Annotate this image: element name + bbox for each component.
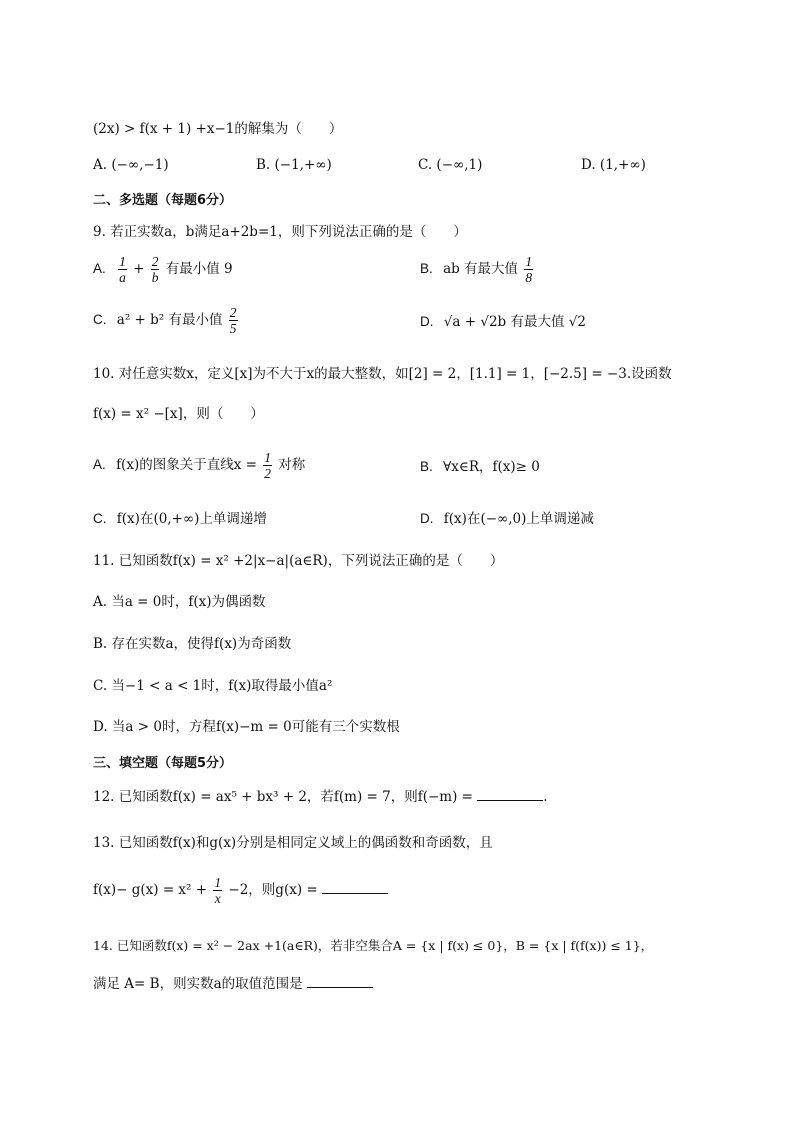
option-label: D. (420, 511, 434, 526)
fraction: $\frac{1}{a}$ (119, 254, 126, 285)
q9-option-b (420, 254, 535, 285)
option-text: ab 有最大值 (443, 261, 519, 277)
option-text: √a + √2b 有最大值 √2 (443, 314, 586, 330)
question-text: 满足 A= B，则实数a的取值范围是 (93, 976, 303, 992)
section-heading-multiple-choice: 二、多选题（每题6分） (93, 193, 233, 208)
q9-option-d (420, 312, 586, 332)
q8-stem-tail: (2x) > f(x + 1) +x−1的解集为（ ） (93, 121, 343, 137)
q11-option-b: B. 存在实数a，使得f(x)为奇函数 (93, 636, 292, 652)
option-label: B. (420, 459, 433, 474)
q10-stem-line2: f(x) = x² −[x]，则（ ） (93, 406, 264, 422)
option-label: B. (420, 261, 433, 276)
fraction: $\frac{1}{2}$ (264, 450, 271, 481)
q10-option-d (420, 509, 594, 529)
equation-text: f(x)− g(x) = x² + (93, 882, 208, 898)
option-label: A. (93, 261, 106, 276)
option-label: A. (93, 457, 106, 472)
option-text: a² + b² 有最小值 (116, 312, 223, 328)
q9-option-a (93, 254, 233, 285)
question-text: 12. 已知函数f(x) = ax⁵ + bx³ + 2，若f(m) = 7，则f(−m) = (93, 789, 473, 805)
q8-option-b: B. (−1,+∞) (256, 157, 332, 173)
option-label: C. (93, 511, 107, 526)
answer-blank (477, 786, 543, 801)
equation-text: −2，则g(x) = (228, 882, 318, 898)
q11-stem: 11. 已知函数f(x) = x² +2|x−a|(a∈R)，下列说法正确的是（ ） (93, 553, 504, 569)
q11-option-c: C. 当−1 < a < 1时，f(x)取得最小值a² (93, 678, 333, 694)
q8-option-c: C. (−∞,1) (418, 157, 483, 173)
q10-option-c (93, 509, 267, 529)
option-label: C. (93, 312, 107, 327)
plus-sign: + (133, 261, 145, 277)
option-text: 对称 (278, 457, 306, 473)
fraction: $\frac{1}{8}$ (525, 254, 533, 285)
q8-option-a: A. (−∞,−1) (93, 157, 169, 173)
q13-stem: 13. 已知函数f(x)和g(x)分别是相同定义域上的偶函数和奇函数，且 (93, 835, 493, 851)
option-text: f(x)在(−∞,0)上单调递减 (443, 511, 594, 527)
q14-stem-line2 (93, 973, 373, 994)
q9-stem: 9. 若正实数a，b满足a+2b=1，则下列说法正确的是（ ） (93, 224, 467, 240)
q10-stem: 10. 对任意实数x，定义[x]为不大于x的最大整数，如[2] = 2，[1.1] = 1，[−2.5] = −3.设函数 (93, 366, 672, 382)
q9-option-c (93, 305, 240, 336)
q10-option-a (93, 450, 305, 481)
answer-blank (322, 879, 388, 894)
q13-equation (93, 875, 388, 906)
q11-option-d: D. 当a > 0时，方程f(x)−m = 0可能有三个实数根 (93, 719, 400, 735)
answer-blank (307, 973, 373, 988)
q10-option-b (420, 457, 540, 477)
q14-stem: 14. 已知函数f(x) = x² − 2ax +1(a∈R)，若非空集合A = {x | f(x) ≤ 0}，B = {x | f(f(x)) ≤ 1}， (93, 938, 654, 953)
option-text: f(x)在(0,+∞)上单调递增 (116, 511, 267, 527)
q8-option-d: D. (1,+∞) (581, 157, 646, 173)
q12 (93, 786, 548, 807)
option-text: 有最小值 9 (165, 261, 233, 277)
option-text: ∀x∈R，f(x)≥ 0 (443, 459, 540, 475)
fraction: $\frac{2}{b}$ (151, 254, 159, 285)
fraction: $\frac{2}{5}$ (229, 305, 237, 336)
q11-option-a: A. 当a = 0时，f(x)为偶函数 (93, 594, 266, 610)
section-heading-fill-in: 三、填空题（每题5分） (93, 756, 233, 771)
fraction: $\frac{1}{x}$ (214, 875, 222, 906)
option-text: f(x)的图象关于直线x = (116, 457, 257, 473)
option-label: D. (420, 314, 434, 329)
period: . (543, 789, 548, 805)
